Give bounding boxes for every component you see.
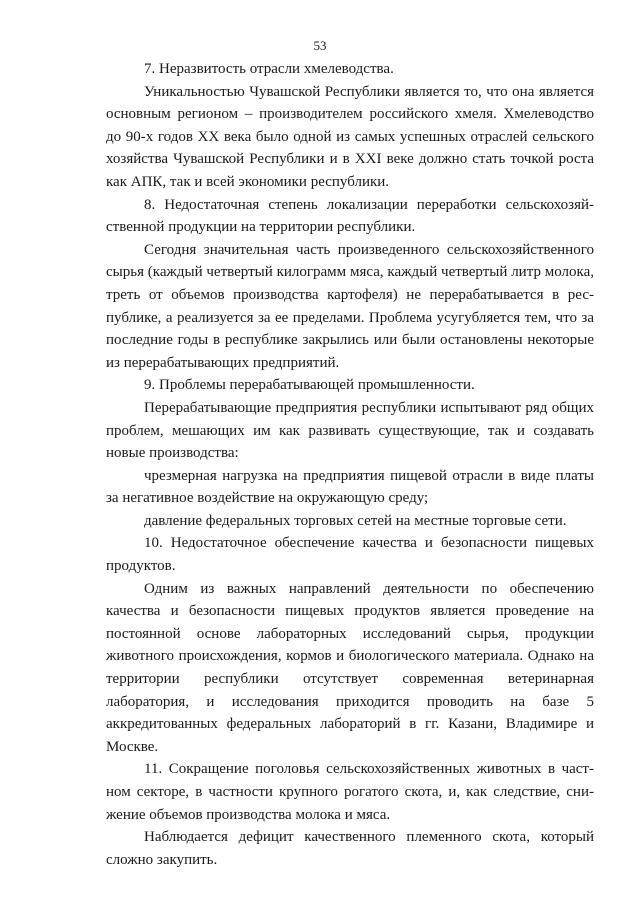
heading-processing-industry: 9. Проблемы перерабатывающей промышленности. [144, 377, 475, 394]
heading-processing-localization: 8. Недостаточная степень локализации переработки сельскохозяйственной продукции на территории республики. [106, 196, 594, 236]
paragraph-processing-industry: Перерабатывающие предприятия республики испытывают ряд общих проблем, мешающих им как развивать существующие, так и создавать новые производства: [106, 399, 594, 462]
paragraph-food-safety: Одним из важных направлений деятельности по обеспечению качества и безопасности пищевых продуктов является проведение на постоянной основе лабораторных исследований сырья, продукции животного происхождения, кормов и биологического материала. Однако на территории республики отсутствует современная ветеринарная лаборатория, и исследования приходится проводить на базе 5 аккредитованных федеральных лабораторий в гг. Казани, Владимире и Москве. [106, 580, 594, 755]
paragraph-breeding-stock: Наблюдается дефицит качественного племенного скота, который сложно закупить. [106, 829, 594, 868]
heading-livestock-decline: 11. Сокращение поголовья сельскохозяйственных животных в частном секторе, в частности крупного рогатого скота, и, как следствие, снижение объемов производства молока и мяса. [106, 761, 594, 823]
paragraph-hop-growing: Уникальностью Чувашской Республики является то, что она является основным регионом – производителем российского хмеля. Хмелеводство до 90-х годов XX века было одной из самых успешных отраслей сельского хозяйства Чувашской Республики и в XXI веке должно стать точкой роста как АПК, так и всей экономики республики. [106, 83, 594, 190]
list-item-environmental-fee: чрезмерная нагрузка на предприятия пищевой отрасли в виде платы за негативное воздействие на окружающую среду; [106, 467, 594, 507]
list-item-retail-pressure: давление федеральных торговых сетей на местные торговые сети. [144, 512, 567, 529]
paragraph-processing-localization: Сегодня значительная часть произведенного сельскохозяйственного сырья (каждый четвертый килограмм мяса, каждый четвертый литр молока, треть от объемов производства картофеля) не перерабатывается в республике, а реализуется за ее пределами. Проблема усугубляется тем, что за последние годы в республике закрылись или были остановлены некоторые из перерабатывающих предприятий. [106, 241, 594, 371]
page-number: 53 [313, 38, 327, 53]
heading-food-safety: 10. Недостаточное обеспечение качества и безопасности пищевых продуктов. [106, 535, 594, 575]
body-text [106, 58, 594, 871]
heading-hop-growing: 7. Неразвитость отрасли хмелеводства. [144, 61, 394, 77]
